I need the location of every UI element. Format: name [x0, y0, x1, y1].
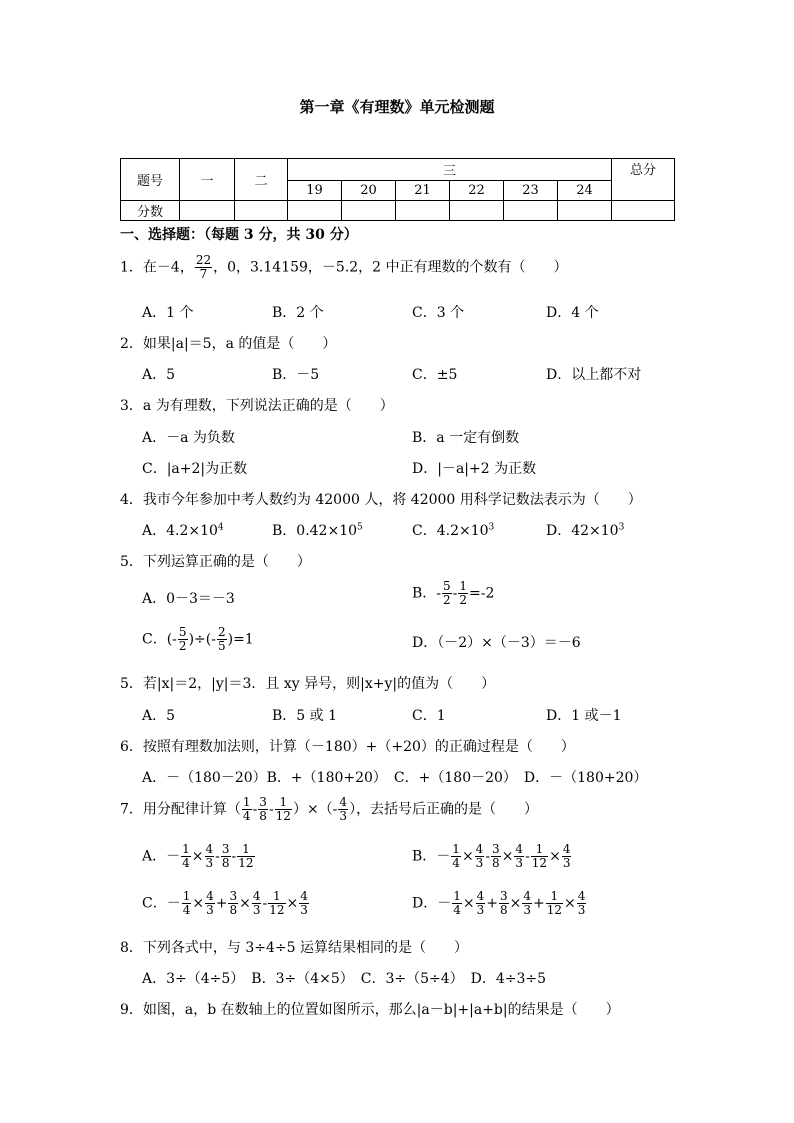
option-label: C．	[142, 631, 167, 648]
numerator: 22	[195, 253, 212, 267]
sub-col: 19	[288, 181, 342, 201]
q7-prefix: 7．用分配律计算（	[120, 801, 241, 818]
option: A．0－3＝－3	[142, 591, 235, 607]
options-line: A．－（180－20）B．+（180+20） C．+（180－20） D．－（180+20）	[142, 770, 648, 786]
exponent: 3	[618, 522, 625, 533]
option	[412, 520, 494, 540]
option: B．- $\frac{5}{2}$ - $\frac{1}{2}$ =-2	[412, 579, 495, 607]
sub-col: 24	[558, 181, 612, 201]
question-6: 6．按照有理数加法则，计算（－180）+（+20）的正确过程是（ ）	[120, 739, 575, 755]
score-cell	[396, 201, 450, 221]
exponent: 5	[357, 522, 363, 533]
option-label: C．	[142, 895, 167, 912]
question-2: 2．如果|a|＝5，a 的值是（ ）	[120, 336, 337, 352]
col-part-2: 二	[235, 159, 288, 201]
option: D．4 个	[546, 305, 599, 321]
option: B．2 个	[272, 305, 324, 321]
option: C．3 个	[412, 305, 465, 321]
option: C．(- $\frac{5}{2}$ )÷(- $\frac{2}{5}$ )=1	[142, 625, 254, 653]
option: C．|a+2|为正数	[142, 461, 248, 477]
sub-col: 21	[396, 181, 450, 201]
options-line: A．3÷（4÷5） B．3÷（4×5） C．3÷（5÷4） D．4÷3÷5	[142, 971, 547, 987]
fraction: $\frac{2}{5}$	[217, 625, 226, 653]
sub-col: 23	[504, 181, 558, 201]
question-8: 8．下列各式中，与 3÷4÷5 运算结果相同的是（ ）	[120, 940, 468, 956]
option-label: A．	[142, 848, 167, 865]
exponent: 4	[217, 522, 224, 533]
option: C．±5	[412, 367, 458, 383]
denominator: 7	[199, 267, 208, 281]
fraction: $\frac{5}{2}$	[443, 579, 451, 607]
sub-col: 20	[342, 181, 396, 201]
question-5b: 5．若|x|＝2，|y|＝3．且 xy 异号，则|x+y|的值为（ ）	[120, 676, 496, 692]
option: D．－ $\frac{1}{4}$ × $\frac{4}{3}$ + $\frac{3}{8}$ × $\frac{4}{3}$ + $\frac{1}{12}$ × $\frac{4}{3}$	[412, 889, 586, 917]
option	[272, 520, 363, 540]
option: B．－5	[272, 367, 320, 383]
score-cell	[180, 201, 235, 221]
option-base: D．42×10	[546, 523, 619, 539]
option: A．5	[142, 708, 176, 724]
question-7: 7．用分配律计算（ $\frac{1}{4}$ - $\frac{3}{8}$ - $\frac{1}{12}$ ）×（- $\frac{4}{3}$ ），去括号后正确的是（ ）	[120, 795, 539, 823]
option: B．－ $\frac{1}{4}$ × $\frac{4}{3}$ - $\frac{3}{8}$ × $\frac{4}{3}$ - $\frac{1}{12}$ × $\frac{4}{3}$	[412, 842, 571, 870]
option-base: C．4.2×10	[412, 523, 489, 539]
option: A．－a 为负数	[142, 430, 235, 446]
option: B．a 一定有倒数	[412, 430, 520, 446]
score-table	[120, 158, 675, 221]
q1-prefix: 1．在－4，	[120, 259, 194, 276]
option	[546, 520, 624, 540]
score-cell	[288, 201, 342, 221]
col-part-3: 三	[288, 159, 612, 181]
option: D．（－2）×（－3）＝－6	[412, 635, 581, 651]
option-label: B．	[412, 585, 437, 602]
score-cell	[558, 201, 612, 221]
page-title: 第一章《有理数》单元检测题	[299, 98, 495, 116]
score-cell	[504, 201, 558, 221]
question-3: 3．a 为有理数，下列说法正确的是（ ）	[120, 398, 394, 414]
score-cell	[450, 201, 504, 221]
option: D．1 或－1	[546, 708, 622, 724]
question-5: 5．下列运算正确的是（ ）	[120, 554, 311, 570]
q7-suffix: ，去括号后正确的是（ ）	[356, 801, 539, 818]
section-heading: 一、选择题：（每题 3 分，共 30 分）	[120, 227, 358, 243]
score-cell	[342, 201, 396, 221]
exponent: 3	[488, 522, 495, 533]
question-1	[120, 254, 568, 281]
sub-col: 22	[450, 181, 504, 201]
option-label: B．	[412, 848, 437, 865]
option-base: B．0.42×10	[272, 523, 358, 539]
question-9: 9．如图，a，b 在数轴上的位置如图所示，那么|a－b|+|a+b|的结果是（ ）	[120, 1002, 620, 1018]
option	[142, 520, 224, 540]
option: A．5	[142, 367, 176, 383]
col-total: 总分	[612, 159, 675, 201]
option: D．以上都不对	[546, 367, 642, 383]
q1-suffix: ，0，3.14159，－5.2，2 中正有理数的个数有（ ）	[213, 259, 568, 276]
option: C．1	[412, 708, 446, 724]
score-cell	[235, 201, 288, 221]
fraction	[195, 254, 212, 281]
question-4: 4．我市今年参加中考人数约为 42000 人，将 42000 用科学记数法表示为（ ）	[120, 492, 642, 508]
score-cell	[612, 201, 675, 221]
row-label-score: 分数	[121, 201, 180, 221]
col-part-1: 一	[180, 159, 235, 201]
option-base: A．4.2×10	[142, 523, 218, 539]
option-label: D．	[412, 895, 438, 912]
row-label-question: 题号	[121, 159, 180, 201]
option: D．|－a|+2 为正数	[412, 461, 537, 477]
fraction: $\frac{1}{2}$	[459, 579, 468, 607]
option-tail: =1	[233, 631, 254, 648]
option: C．－ $\frac{1}{4}$ × $\frac{4}{3}$ + $\frac{3}{8}$ × $\frac{4}{3}$ - $\frac{1}{12}$ × $\frac{4}{3}$	[142, 889, 308, 917]
option: A．1 个	[142, 305, 194, 321]
fraction: $\frac{5}{2}$	[178, 625, 187, 653]
option-tail: =-2	[469, 585, 495, 602]
option: A．－ $\frac{1}{4}$ × $\frac{4}{3}$ - $\frac{3}{8}$ - $\frac{1}{12}$	[142, 842, 254, 870]
option: B．5 或 1	[272, 708, 338, 724]
